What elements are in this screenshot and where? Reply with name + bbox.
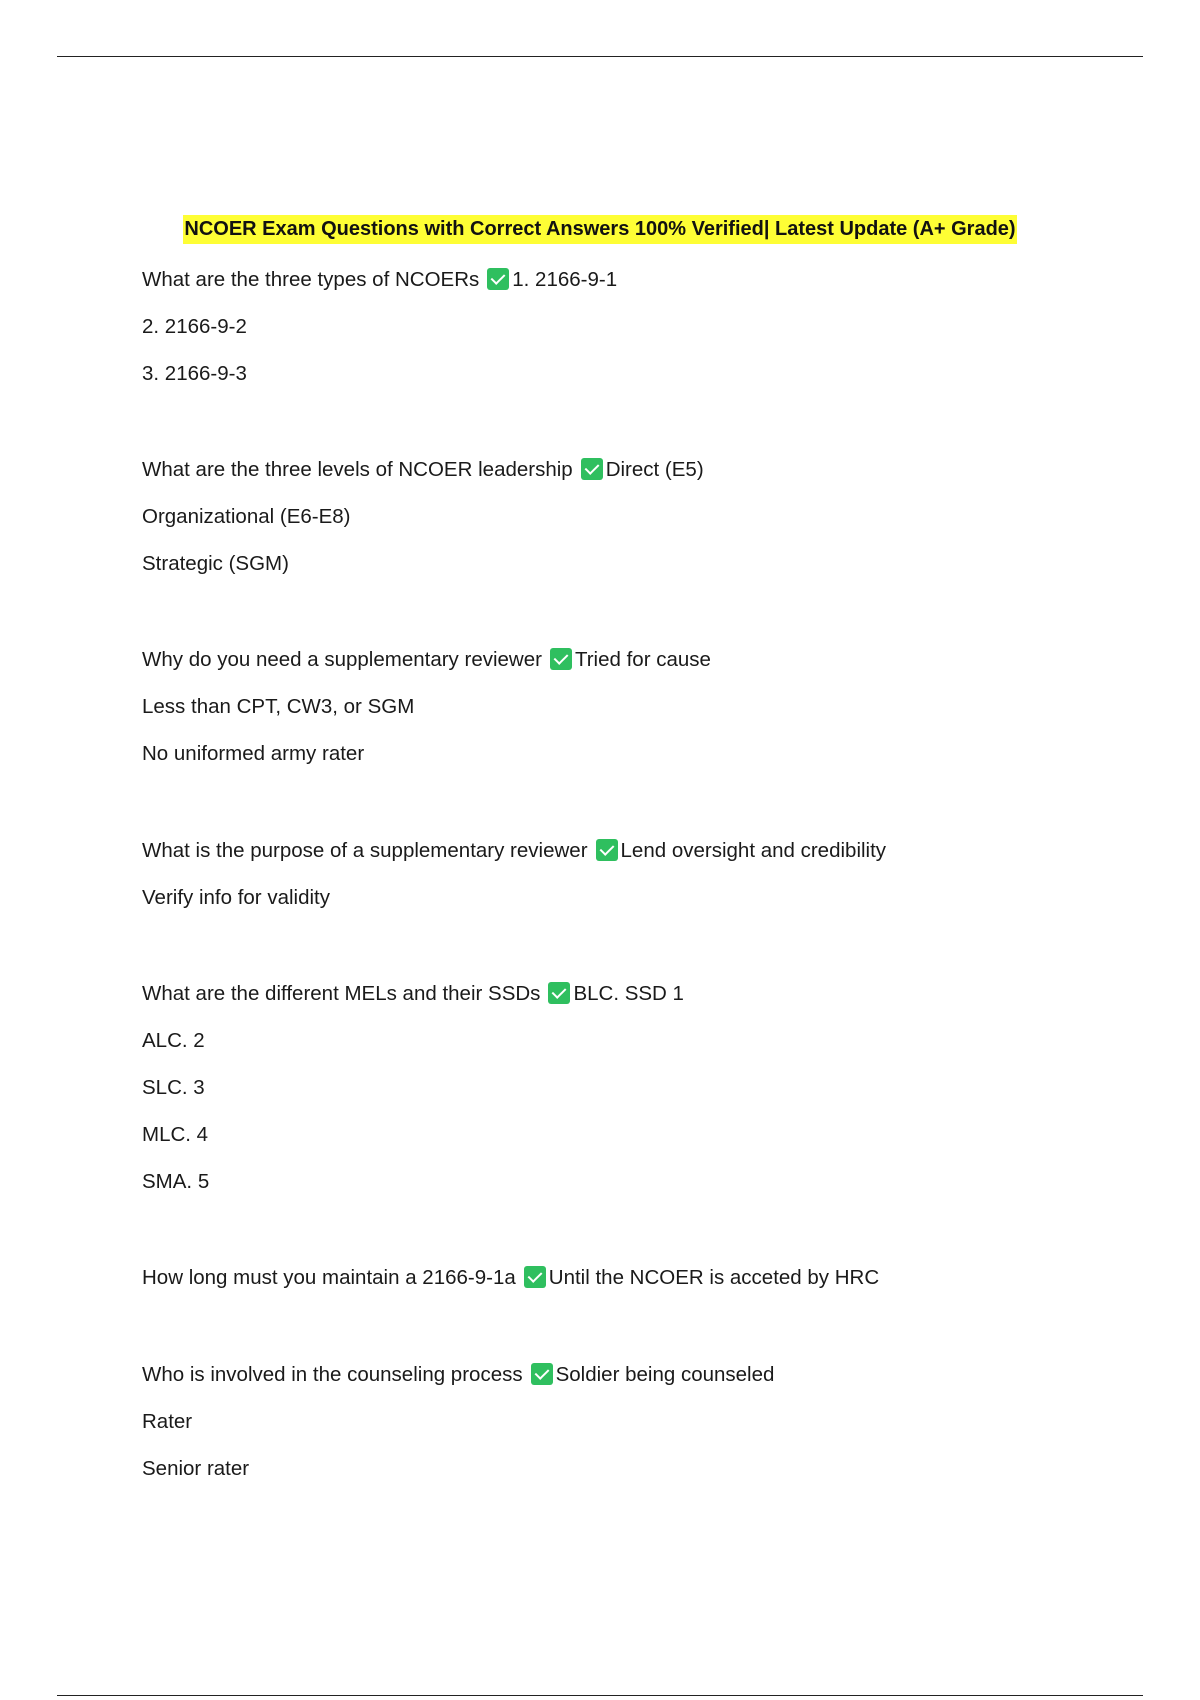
answer-line: Verify info for validity [142,886,330,909]
qa-item [142,648,1142,789]
footer-rule [57,1695,1143,1696]
answer-line: Senior rater [142,1457,250,1480]
answer-line: MLC. 4 [142,1123,209,1146]
question-text: Why do you need a supplementary reviewer [142,648,542,671]
checkmark-icon [548,982,570,1004]
qa-item [142,839,1142,933]
question-text: What are the three types of NCOERs [142,268,480,291]
answer-text: Soldier being counseled [555,1363,775,1386]
answer-text: BLC. SSD 1 [573,982,684,1005]
document-title: NCOER Exam Questions with Correct Answers 100% Verified| Latest Update (A+ Grade) [183,215,1016,244]
answer-text: Until the NCOER is acceted by HRC [548,1266,880,1289]
question-text: What are the different MELs and their SSDs [142,982,541,1005]
qa-item [142,1266,1142,1313]
question-line [142,1266,1142,1313]
checkmark-icon [596,839,618,861]
answer-line: Organizational (E6-E8) [142,505,351,528]
header-rule [57,56,1143,57]
question-line [142,982,1142,1029]
answer-line: Strategic (SGM) [142,552,289,575]
checkmark-icon [524,1266,546,1288]
answer-line: SMA. 5 [142,1170,210,1193]
answer-line: Rater [142,1410,193,1433]
checkmark-icon [487,268,509,290]
question-line [142,839,1142,886]
qa-item [142,982,1142,1217]
answer-line: 2. 2166-9-2 [142,315,247,338]
checkmark-icon [550,648,572,670]
title-container [0,215,1200,244]
question-line [142,268,1142,315]
qa-item [142,268,1142,409]
answer-text: Tried for cause [574,648,711,671]
question-line [142,458,1142,505]
question-line [142,1363,1142,1410]
answer-line: No uniformed army rater [142,742,365,765]
question-line [142,648,1142,695]
checkmark-icon [531,1363,553,1385]
answer-line: SLC. 3 [142,1076,205,1099]
checkmark-icon [581,458,603,480]
answer-text: Direct (E5) [605,458,704,481]
qa-item [142,1363,1142,1504]
qa-item [142,458,1142,599]
question-text: How long must you maintain a 2166-9-1a [142,1266,516,1289]
answer-line: ALC. 2 [142,1029,205,1052]
question-text: What is the purpose of a supplementary reviewer [142,839,588,862]
answer-text: 1. 2166-9-1 [512,268,618,291]
question-text: Who is involved in the counseling process [142,1363,523,1386]
answer-text: Lend oversight and credibility [620,839,887,862]
question-text: What are the three levels of NCOER leadership [142,458,573,481]
answer-line: Less than CPT, CW3, or SGM [142,695,415,718]
answer-line: 3. 2166-9-3 [142,362,247,385]
